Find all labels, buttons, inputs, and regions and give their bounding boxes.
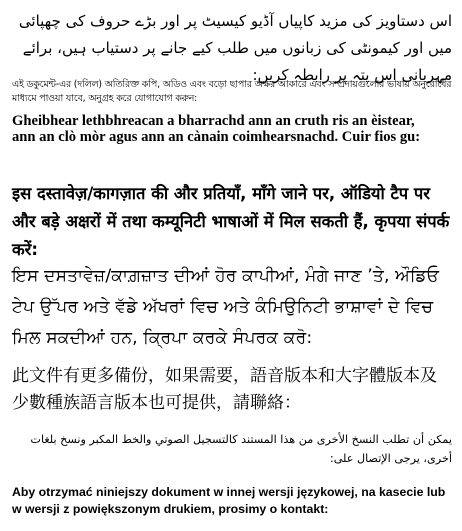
arabic-paragraph: يمكن أن تطلب النسخ الأخرى من هذا المستند كالتسجيل الصوتي والخط المكبر ونسخ بلغات أخرى، يرجى الإتصال على: xyxy=(30,433,452,465)
gaelic-paragraph: Gheibhear lethbhreacan a bharrachd ann an cruth ris an èistear, ann an clò mòr agus ann an cànain coimhearsnachd. Cuir fios gu: xyxy=(12,113,421,145)
bengali-paragraph: এই ডকুমেন্ট-এর (দলিল) অতিরিক্ত কপি, অডিও এবং বড়ো ছাপার অক্ষর আকারে এবং সম্প্রদায়গুলোর ভাষায় অনুরোধের মাধ্যমে পাওয়া যাবে, অনুগ্রহ করে যোগাযোগ করুন: xyxy=(12,79,452,104)
urdu-paragraph: اس دستاویز کی مزید کاپیاں آڈیو کیسیٹ پر اور بڑے حروف کی چھپائی میں اور کیمونٹی کی زبانوں میں طلب کیے جانے پر دستیاب ہیں، برائے مہربانی اس پتہ پر رابطہ کریں: xyxy=(18,12,452,84)
chinese-paragraph: 此文件有更多備份，如果需要，語音版本和大字體版本及少數種族語言版本也可提供，請聯絡： xyxy=(12,366,437,413)
hindi-paragraph: इस दस्तावेज़/कागज़ात की और प्रतियाँ, माँगे जाने पर, ऑडियो टैप पर और बड़े अक्षरों में तथा कम्यूनिटी भाषाओं में मिल सकती हैं, कृपया संपर्क करें: xyxy=(12,184,450,259)
punjabi-paragraph: ਇਸ ਦਸਤਾਵੇਜ਼/ਕਾਗ਼ਜ਼ਾਤ ਦੀਆਂ ਹੋਰ ਕਾਪੀਆਂ, ਮੰਗੇ ਜਾਣ ’ਤੇ, ਔਡਿਓ ਟੇਪ ਉੱਪਰ ਅਤੇ ਵੱਡੇ ਅੱਖਰਾਂ ਵਿਚ ਅਤੇ ਕੰਮਿਉਨਿਟੀ ਭਾਸ਼ਾਵਾਂ ਦੇ ਵਿਚ ਮਿਲ ਸਕਦੀਆਂ ਹਨ, ਕ੍ਰਿਪਾ ਕਰਕੇ ਸੰਪਰਕ ਕਰੋ: xyxy=(12,266,440,348)
polish-paragraph: Aby otrzymać niniejszy dokument w innej wersji językowej, na kasecie lub w wersji z powiększonym drukiem, prosimy o kontakt: xyxy=(12,485,446,516)
